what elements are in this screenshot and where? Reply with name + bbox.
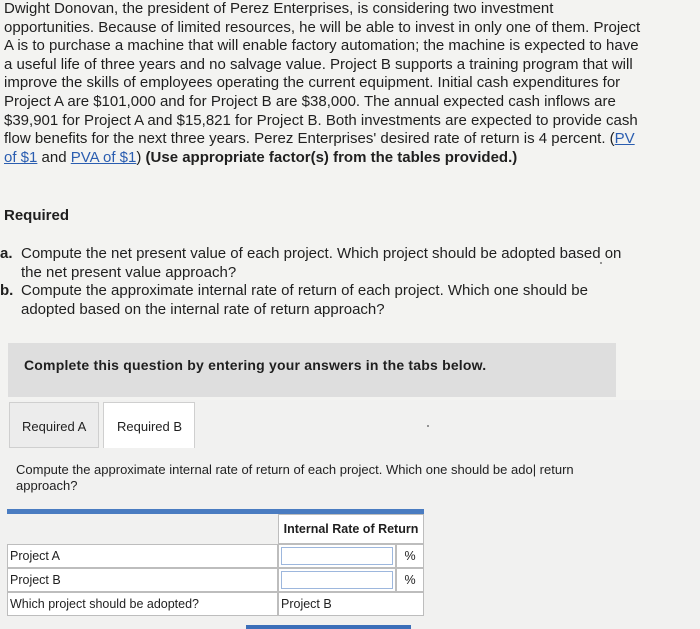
dot-marker <box>427 425 429 427</box>
question-list <box>0 245 640 319</box>
problem-text: Dwight Donovan, the president of Perez Enterprises, is considering two investment opportunities. Because of limited resources, he will be able to invest in only one of them. Project A is to purchase a machine that will enable factory automation; the machine is expected to have a useful life of three years and no salvage value. Project B supports a training program that will improve the skills of employees operating the current equipment. Initial cash expenditures for Project A are $101,000 and for Project B are $38,000. The annual expected cash inflows are $39,901 for Project A and $15,821 for Project B. Both investments are expected to provide cash flow benefits for the next three years. Perez Enterprises' desired rate of return is 4 percent. ( <box>4 0 641 148</box>
project-b-irr-cell <box>278 568 396 592</box>
instructions-banner <box>8 343 616 397</box>
project-b-irr-input[interactable] <box>281 571 393 589</box>
and-text: and <box>37 148 71 166</box>
percent-sign: % <box>396 544 424 568</box>
question-text: Compute the net present value of each project. Which project should be adopted based on the net present value approach? <box>21 245 622 281</box>
pv-of-1-link[interactable]: PV of $1 <box>4 130 635 166</box>
problem-statement <box>4 0 644 167</box>
question-b <box>0 282 640 319</box>
sub-question: Compute the approximate internal rate of return of each project. Which one should be ado| return approach? <box>16 462 574 493</box>
instructions-text: Complete this question by entering your answers in the tabs below. <box>24 357 487 373</box>
tab-required-a[interactable] <box>9 402 99 448</box>
required-heading: Required <box>4 207 70 224</box>
pva-of-1-link[interactable]: PVA of $1 <box>70 148 137 166</box>
row-label-project-a: Project A <box>7 544 278 568</box>
column-header: Internal Rate of Return <box>278 514 424 544</box>
adopt-project-select[interactable]: Project B <box>278 592 424 616</box>
percent-sign: % <box>396 568 424 592</box>
dot-marker <box>600 262 602 264</box>
tab-label: Required B <box>117 419 183 434</box>
row-label-adopt: Which project should be adopted? <box>7 592 278 616</box>
close-paren: ) <box>136 148 146 166</box>
question-a <box>0 245 640 282</box>
project-a-irr-cell <box>278 544 396 568</box>
question-letter: a. <box>0 245 13 262</box>
project-a-irr-input[interactable] <box>281 547 393 565</box>
question-letter: b. <box>0 282 14 299</box>
factor-note: (Use appropriate factor(s) from the tables provided.) <box>145 148 518 166</box>
bottom-nav-bar <box>246 625 411 629</box>
tab-required-b[interactable] <box>103 402 195 448</box>
tab-label: Required A <box>22 419 87 434</box>
row-label-project-b: Project B <box>7 568 278 592</box>
question-text: Compute the approximate internal rate of return of each project. Which one should be adopted based on the internal rate of return approach? <box>21 282 588 318</box>
